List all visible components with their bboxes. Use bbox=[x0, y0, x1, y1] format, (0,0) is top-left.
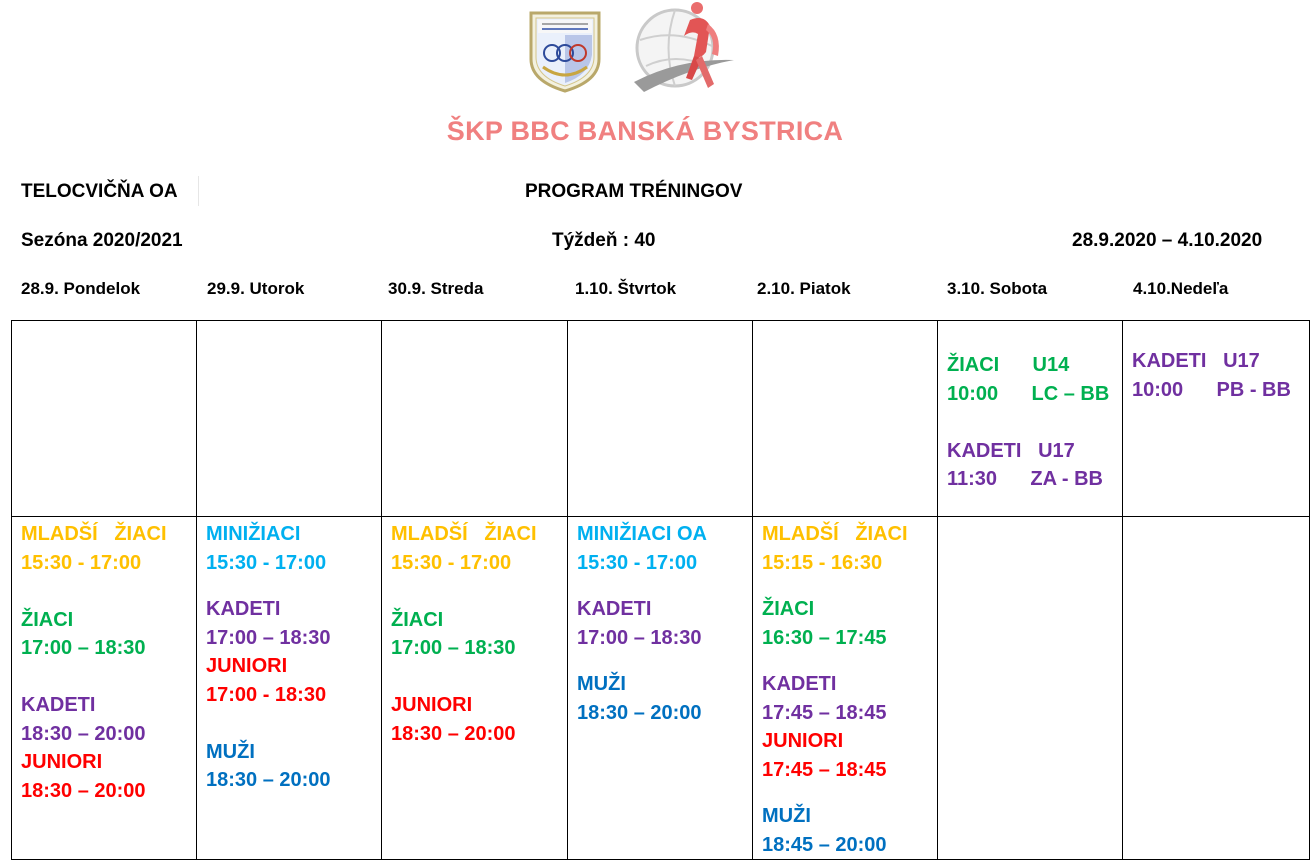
group-time: 18:30 – 20:00 bbox=[391, 722, 516, 745]
date-range: 28.9.2020 – 4.10.2020 bbox=[1072, 230, 1263, 251]
group-name: JUNIORI bbox=[762, 730, 844, 752]
group-time: 15:30 - 17:00 bbox=[206, 551, 327, 574]
season-label: Sezóna 2020/2021 bbox=[21, 230, 183, 251]
group-time: 18:30 – 20:00 bbox=[21, 779, 146, 802]
group-time: 18:30 – 20:00 bbox=[577, 701, 702, 724]
group-time: 17:00 – 18:30 bbox=[577, 626, 702, 649]
group-time: 16:30 – 17:45 bbox=[762, 626, 887, 649]
group-time: 18:45 – 20:00 bbox=[762, 833, 887, 856]
club-badge-logo bbox=[527, 7, 603, 93]
cell-wed-training bbox=[382, 517, 568, 860]
group-time: 15:15 - 16:30 bbox=[762, 551, 883, 574]
cell-thu-weekend bbox=[568, 321, 753, 517]
cell-fri-weekend bbox=[753, 321, 938, 517]
program-label: PROGRAM TRÉNINGOV bbox=[525, 181, 743, 202]
cell-fri-training bbox=[753, 517, 938, 860]
basketball-player-logo bbox=[630, 0, 740, 95]
group-time: 17:00 – 18:30 bbox=[21, 637, 146, 659]
group-name: KADETI bbox=[21, 694, 96, 716]
group-name: ŽIACI bbox=[762, 598, 815, 620]
group-name: KADETI bbox=[206, 598, 281, 620]
group-time: 17:45 – 18:45 bbox=[762, 701, 887, 724]
cell-sat-training bbox=[938, 517, 1123, 860]
group-name: MLADŠÍ ŽIACI bbox=[391, 523, 537, 545]
cell-mon-weekend bbox=[12, 321, 197, 517]
day-header-sun: 4.10.Nedeľa bbox=[1133, 279, 1229, 298]
group-name: JUNIORI bbox=[206, 655, 288, 677]
game-entry-time: 10:00 LC – BB bbox=[947, 382, 1110, 405]
group-name: KADETI bbox=[577, 598, 652, 620]
group-name: MUŽI bbox=[206, 740, 255, 763]
schedule-table bbox=[11, 320, 1310, 860]
group-name: JUNIORI bbox=[21, 751, 103, 773]
cell-tue-weekend bbox=[197, 321, 382, 517]
group-name: MINIŽIACI OA bbox=[577, 523, 707, 545]
cell-sat-games bbox=[938, 321, 1123, 517]
group-name: MINIŽIACI bbox=[206, 523, 301, 545]
cell-sun-training bbox=[1123, 517, 1310, 860]
day-header-wed: 30.9. Streda bbox=[388, 279, 484, 298]
day-header-thu: 1.10. Štvrtok bbox=[575, 279, 677, 298]
group-time: 15:30 - 17:00 bbox=[391, 551, 512, 574]
game-entry-time: 11:30 ZA - BB bbox=[947, 468, 1103, 490]
group-time: 17:00 – 18:30 bbox=[391, 637, 516, 659]
group-name: MLADŠÍ ŽIACI bbox=[21, 523, 167, 545]
game-entry-time: 10:00 PB - BB bbox=[1132, 378, 1291, 401]
game-entry-label: KADETI U17 bbox=[1132, 350, 1260, 372]
header-divider bbox=[198, 176, 199, 206]
group-name: ŽIACI bbox=[21, 608, 74, 631]
cell-mon-training bbox=[12, 517, 197, 860]
group-name: KADETI bbox=[762, 673, 837, 695]
page-title: ŠKP BBC BANSKÁ BYSTRICA bbox=[446, 116, 844, 146]
group-name: MUŽI bbox=[577, 673, 626, 695]
day-header-tue: 29.9. Utorok bbox=[207, 279, 305, 298]
training-row bbox=[12, 517, 1310, 860]
day-header-mon: 28.9. Pondelok bbox=[21, 279, 141, 298]
group-time: 15:30 - 17:00 bbox=[21, 551, 142, 574]
venue-label: TELOCVIČŇA OA bbox=[21, 181, 178, 202]
group-time: 15:30 - 17:00 bbox=[577, 551, 698, 574]
week-label: Týždeň : 40 bbox=[552, 230, 656, 251]
day-header-sat: 3.10. Sobota bbox=[947, 279, 1048, 298]
group-time: 17:00 - 18:30 bbox=[206, 683, 327, 706]
group-name: JUNIORI bbox=[391, 694, 473, 716]
weekend-row bbox=[12, 321, 1310, 517]
group-time: 17:45 – 18:45 bbox=[762, 758, 887, 781]
game-entry-label: KADETI U17 bbox=[947, 439, 1075, 462]
cell-thu-training bbox=[568, 517, 753, 860]
cell-wed-weekend bbox=[382, 321, 568, 517]
game-entry-label: ŽIACI U14 bbox=[947, 354, 1070, 376]
group-name: ŽIACI bbox=[391, 608, 444, 631]
cell-tue-training bbox=[197, 517, 382, 860]
group-time: 18:30 – 20:00 bbox=[206, 769, 331, 791]
day-header-fri: 2.10. Piatok bbox=[757, 279, 851, 298]
cell-sun-games bbox=[1123, 321, 1310, 517]
group-time: 17:00 – 18:30 bbox=[206, 626, 331, 649]
group-name: MLADŠÍ ŽIACI bbox=[762, 523, 908, 545]
group-name: MUŽI bbox=[762, 805, 811, 827]
group-time: 18:30 – 20:00 bbox=[21, 722, 146, 745]
